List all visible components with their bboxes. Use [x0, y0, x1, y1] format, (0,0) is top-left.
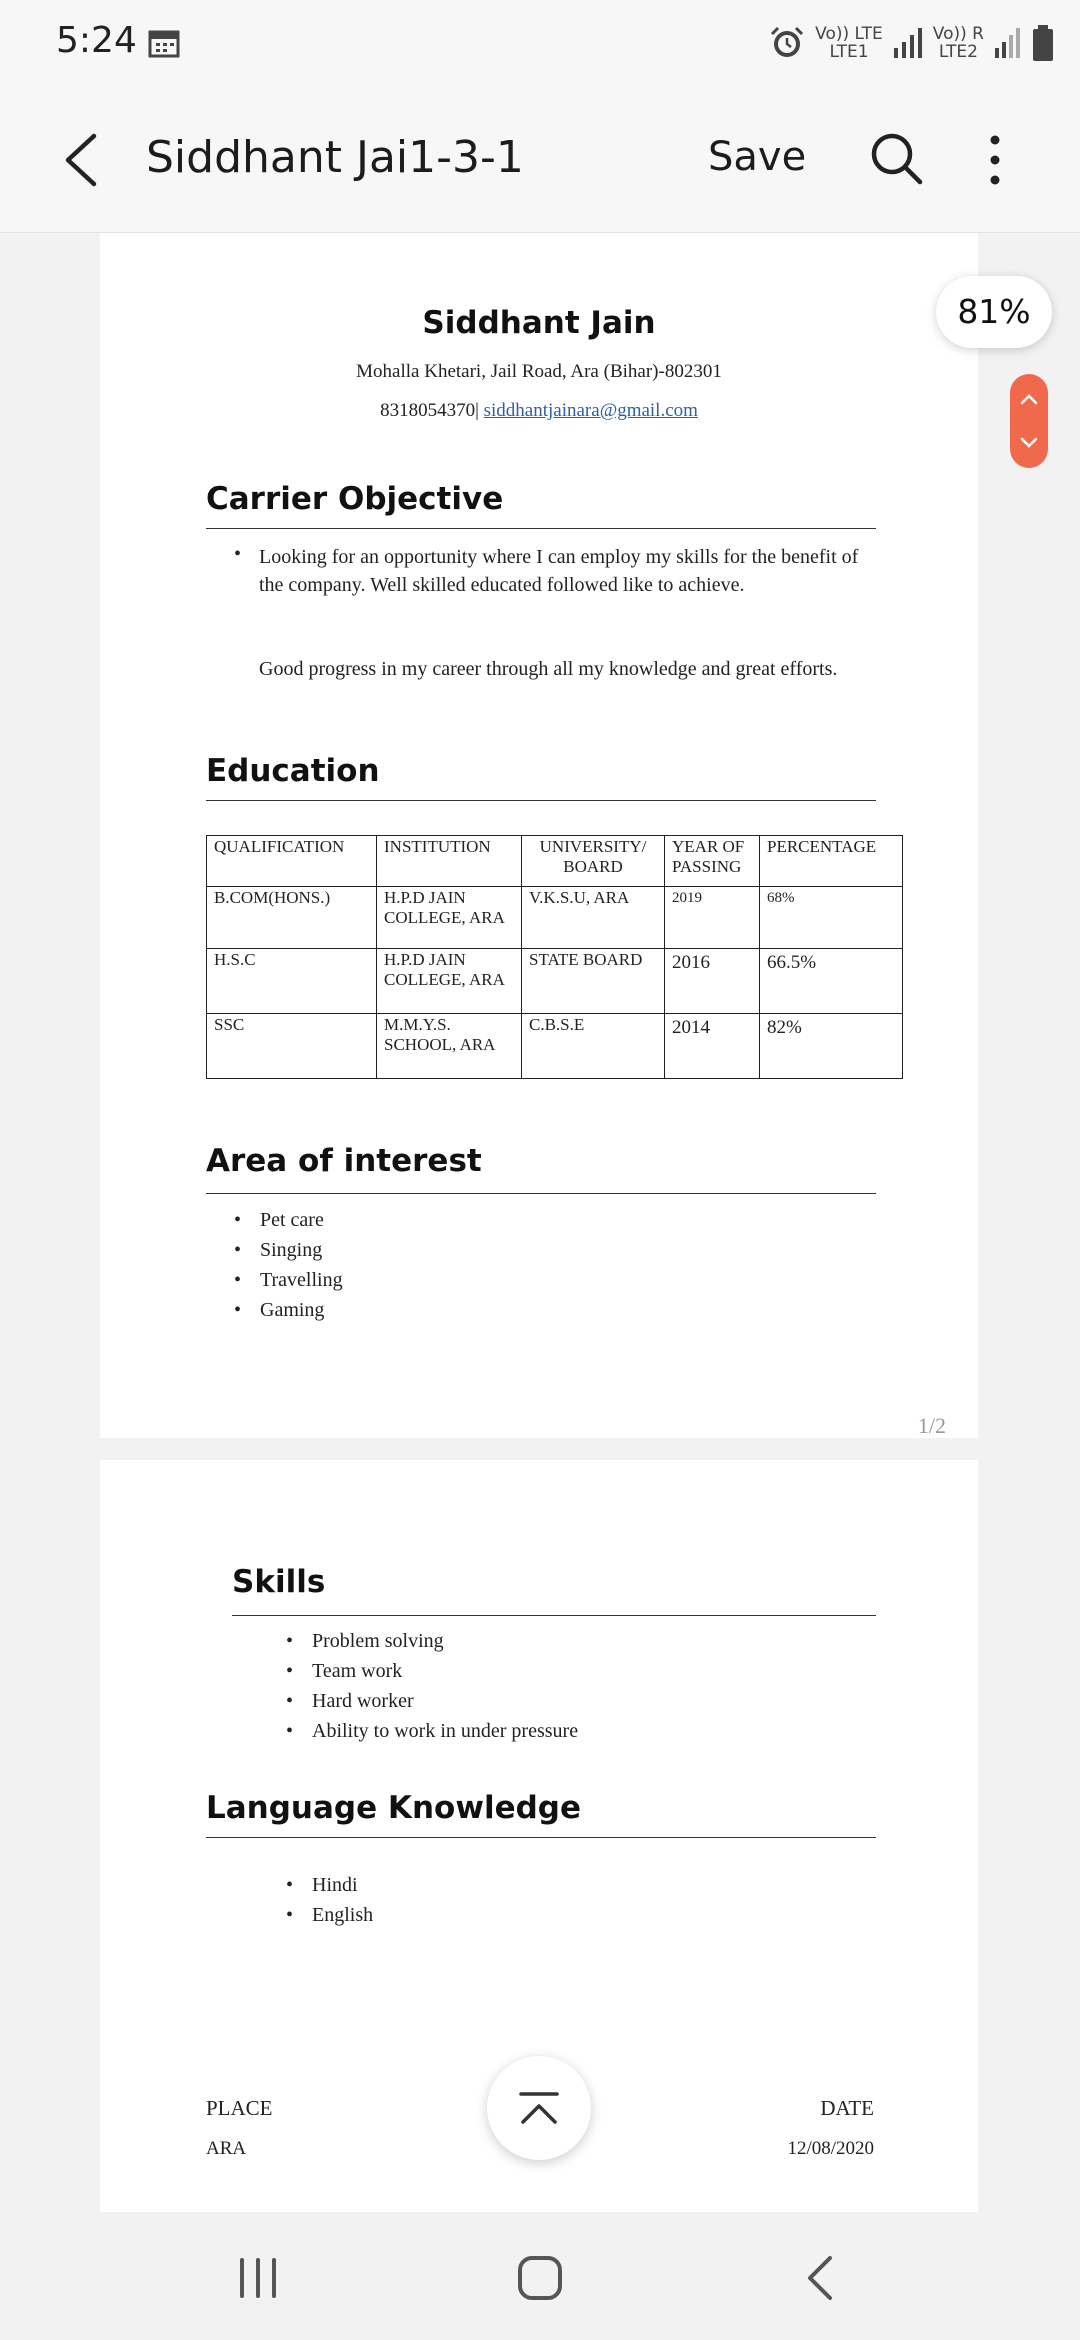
list-item: • Travelling [234, 1265, 343, 1295]
network-1-bottom: LTE1 [829, 42, 869, 62]
table-header-row [207, 836, 903, 887]
network-2-bottom: LTE2 [938, 42, 978, 62]
interest-heading: Area of interest [206, 1143, 482, 1179]
education-table [206, 835, 903, 1079]
divider [206, 1837, 876, 1838]
date-label: DATE [820, 2096, 874, 2120]
list-item: • Pet care [234, 1205, 343, 1235]
network-2-top: Vo)) R [932, 24, 984, 44]
search-icon[interactable] [866, 128, 926, 188]
skills-heading: Skills [232, 1564, 326, 1600]
objective-paragraph-1: Looking for an opportunity where I can employ my skills for the benefit of the company. Well skilled educated followed like to achieve. [259, 546, 859, 596]
navigation-bar [0, 2212, 1080, 2340]
divider [232, 1615, 876, 1616]
divider [206, 1193, 876, 1194]
table-cell: 2019 [665, 887, 760, 949]
list-item: • Hard worker [286, 1686, 578, 1716]
network-2-label [933, 25, 984, 61]
page-indicator: 1/2 [917, 1413, 946, 1438]
table-cell: V.K.S.U, ARA [522, 887, 665, 949]
list-item: • Singing [234, 1235, 343, 1265]
resume-phone: 8318054370| [380, 400, 479, 421]
recents-icon[interactable] [228, 2248, 288, 2308]
save-button[interactable]: Save [708, 134, 807, 180]
table-cell: B.COM(HONS.) [207, 887, 377, 949]
status-time: 5:24 [56, 20, 137, 61]
table-cell: 82% [760, 1014, 903, 1079]
fast-scroll-handle[interactable] [1010, 374, 1048, 468]
table-cell: M.M.Y.S. SCHOOL, ARA [377, 1014, 522, 1079]
home-icon[interactable] [510, 2248, 570, 2308]
battery-icon [1030, 23, 1056, 63]
place-value: ARA [206, 2138, 247, 2159]
resume-name: Siddhant Jain [422, 305, 656, 341]
scroll-to-top-button[interactable] [487, 2056, 591, 2160]
status-bar [0, 0, 1080, 88]
table-header-cell: YEAR OF PASSING [665, 836, 760, 887]
table-header-cell: UNIVERSITY/ BOARD [522, 836, 665, 887]
language-heading: Language Knowledge [206, 1790, 582, 1826]
table-row [207, 887, 903, 949]
divider [206, 800, 876, 801]
education-heading: Education [206, 753, 380, 789]
interest-list [234, 1205, 343, 1325]
list-item: • English [286, 1900, 373, 1930]
scroll-to-top-icon [519, 2090, 559, 2126]
calendar-icon [148, 28, 180, 58]
list-item: • Ability to work in under pressure [286, 1716, 578, 1746]
table-header-cell: INSTITUTION [377, 836, 522, 887]
table-cell: H.P.D JAIN COLLEGE, ARA [377, 949, 522, 1014]
resume-contact [100, 400, 978, 422]
list-item: • Hindi [286, 1870, 373, 1900]
nav-back-icon[interactable] [792, 2248, 852, 2308]
scroll-down-icon[interactable] [1019, 436, 1039, 450]
document-title: Siddhant Jai1-3-1 [146, 132, 524, 183]
more-vert-icon[interactable] [970, 128, 1020, 192]
signal-icon [994, 26, 1020, 60]
table-cell: 68% [760, 887, 903, 949]
bullet: • [234, 543, 242, 565]
table-cell: STATE BOARD [522, 949, 665, 1014]
table-cell: H.P.D JAIN COLLEGE, ARA [377, 887, 522, 949]
table-cell: H.S.C [207, 949, 377, 1014]
table-cell: 66.5% [760, 949, 903, 1014]
table-row [207, 949, 903, 1014]
status-icons [769, 18, 1056, 68]
back-arrow-icon[interactable] [54, 128, 114, 192]
list-item: • Problem solving [286, 1626, 578, 1656]
skills-list [286, 1626, 578, 1746]
resume-email-link[interactable]: siddhantjainara@gmail.com [483, 400, 698, 421]
table-cell: C.B.S.E [522, 1014, 665, 1079]
table-cell: 2016 [665, 949, 760, 1014]
table-cell: SSC [207, 1014, 377, 1079]
place-label: PLACE [206, 2096, 273, 2120]
network-1-label [815, 25, 883, 61]
table-header-cell: QUALIFICATION [207, 836, 377, 887]
objective-paragraph-2: Good progress in my career through all my knowledge and great efforts. [259, 658, 838, 680]
objective-heading: Carrier Objective [206, 481, 504, 517]
divider [206, 528, 876, 529]
app-bar [0, 88, 1080, 233]
document-page-1[interactable] [100, 233, 978, 1438]
date-value: 12/08/2020 [787, 2138, 874, 2159]
list-item: • Team work [286, 1656, 578, 1686]
table-header-cell: PERCENTAGE [760, 836, 903, 887]
language-list [286, 1870, 373, 1930]
table-row [207, 1014, 903, 1079]
network-1-top: Vo)) LTE [815, 24, 883, 44]
scroll-up-icon[interactable] [1019, 392, 1039, 406]
table-cell: 2014 [665, 1014, 760, 1079]
alarm-icon [769, 25, 805, 61]
resume-address: Mohalla Khetari, Jail Road, Ara (Bihar)-802301 [356, 361, 722, 382]
zoom-level-badge: 81% [936, 276, 1052, 348]
signal-icon [893, 26, 923, 60]
list-item: • Gaming [234, 1295, 343, 1325]
